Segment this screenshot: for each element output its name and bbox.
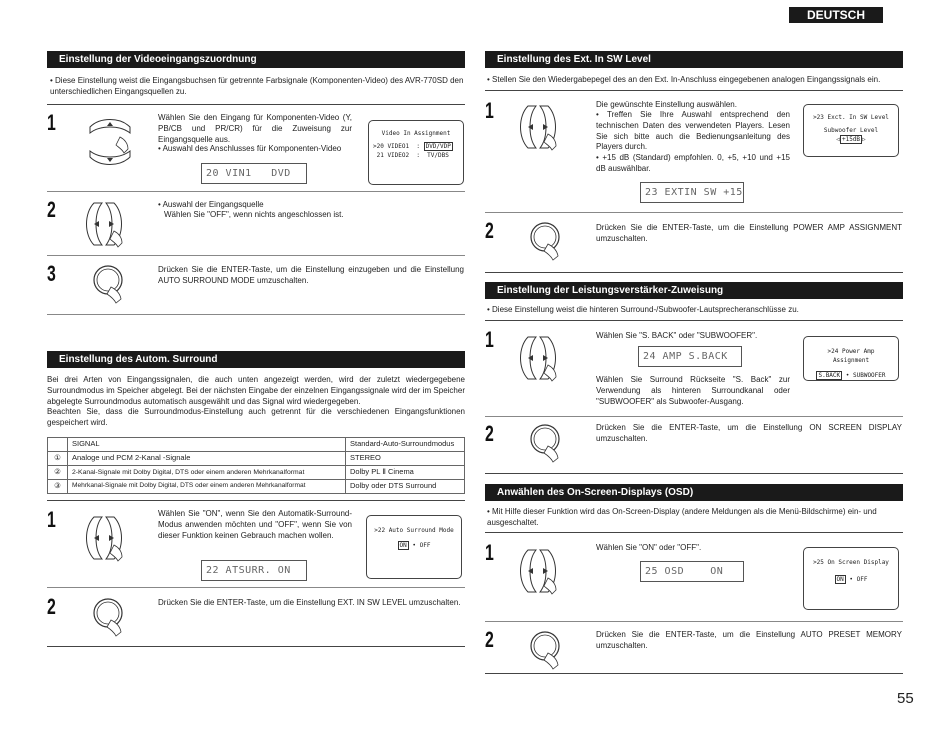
osd-screen [803, 104, 899, 157]
osd-selected-value: DVD/VDP [425, 143, 451, 150]
step-text: Wählen Sie "ON" oder "OFF". [596, 543, 702, 552]
language-tab: DEUTSCH [789, 7, 883, 23]
divider [485, 416, 903, 417]
table-cell: STEREO [346, 452, 465, 466]
table-cell: Dolby oder DTS Surround [346, 480, 465, 494]
osd-option: • OFF [845, 576, 868, 583]
osd-line: >20 VIDEO1 : [373, 143, 424, 150]
left-right-buttons-icon [80, 515, 130, 563]
step-number: 2 [485, 218, 494, 243]
divider [47, 104, 465, 105]
enter-button-icon [530, 424, 575, 469]
section-intro: • Diese Einstellung weist die hinteren Surround-/Subwoofer-Lautsprecheranschlüsse zu. [487, 305, 799, 314]
step-number: 1 [485, 540, 494, 565]
lcd-display: 20 VIN1 DVD [201, 163, 307, 184]
osd-screen [368, 120, 464, 185]
step-text: Drücken Sie die ENTER-Taste, um die Einstellung AUTO PRESET MEMORY umzuschalten. [596, 630, 902, 650]
enter-button-icon [93, 265, 138, 310]
step-text: Wählen Sie den Eingang für Komponenten-Video (Y, PB/CB und PR/CR) für die Zuweisung zur Eingangsquelle aus. [158, 113, 352, 144]
divider [47, 255, 465, 256]
divider [485, 621, 903, 622]
step-text: Drücken Sie die ENTER-Taste, um die Einstellung ON SCREEN DISPLAY umzuschalten. [596, 423, 902, 443]
osd-selected-value: ON [399, 542, 407, 549]
step-text: Wählen Sie "ON", wenn Sie den Automatik-Surround-Modus anwenden möchten und "OFF", wenn Sie von dieser Funktion keinen Gebrauch machen wollen. [158, 509, 352, 540]
step-number: 2 [47, 197, 56, 222]
step-number: 3 [47, 261, 56, 286]
left-right-buttons-icon [80, 201, 130, 249]
section-intro: Bei drei Arten von Eingangssignalen, die auch unten angezeigt werden, wird der zuletzt wiedergegebene Surroundmodus im Speicher abgelegt. Bei der nächsten Eingabe der einzelnen Eingangssignale wird der im Speicher abgelegte Surroundmodus automatisch ausgewählt und das Signal wird wiedergegeben. [47, 375, 465, 406]
lcd-display: 22 ATSURR. ON [201, 560, 307, 581]
step-bullet [596, 110, 790, 153]
enter-button-icon [530, 222, 575, 267]
lcd-display: 24 AMP S.BACK [638, 346, 742, 367]
table-row [48, 466, 465, 480]
osd-screen [803, 547, 899, 610]
divider [47, 646, 465, 647]
up-down-buttons-icon [86, 115, 136, 171]
osd-left-arrow: ◁ [836, 136, 840, 143]
section-intro: • Stellen Sie den Wiedergabepegel des an den Ext. In-Anschluss eingegebenen analogen Eingangssignals ein. [487, 75, 881, 84]
lcd-display: 23 EXTIN SW +15 [640, 182, 744, 203]
step-text: Wählen Sie "OFF", wenn nichts angeschlossen ist. [164, 210, 344, 219]
divider [485, 673, 903, 674]
step-number: 1 [485, 98, 494, 123]
table-cell: ③ [48, 480, 68, 494]
table-cell: Mehrkanal-Signale mit Dolby Digital, DTS oder einem anderen Mehrkanalformat [68, 480, 346, 494]
osd-option: • OFF [408, 542, 431, 549]
lcd-display: 25 OSD ON [640, 561, 744, 582]
enter-button-icon [93, 598, 138, 643]
step-number: 1 [47, 110, 56, 135]
step-number: 1 [47, 507, 56, 532]
table-header: SIGNAL [68, 438, 346, 452]
step-text: Drücken Sie die ENTER-Taste, um die Einstellung POWER AMP ASSIGNMENT umzuschalten. [596, 223, 902, 243]
table-row [48, 480, 465, 494]
osd-title: >23 Exct. In SW Level [813, 114, 889, 121]
table-cell: Analoge und PCM 2-Kanal -Signale [68, 452, 346, 466]
divider [485, 532, 903, 533]
osd-title: >22 Auto Surround Mode [374, 527, 454, 534]
divider [47, 587, 465, 588]
section-intro-note: Beachten Sie, dass die Surroundmodus-Einstellung auch getrennt für die verschiedenen Eingangsfunktionen gespeichert wird. [47, 407, 465, 427]
table-row [48, 452, 465, 466]
divider [47, 314, 465, 315]
page-number: 55 [897, 690, 914, 707]
osd-title: >25 On Screen Display [813, 559, 889, 566]
section-title-auto-surround: Einstellung des Autom. Surround [47, 351, 465, 368]
osd-screen [803, 336, 899, 381]
step-text: Drücken Sie die ENTER-Taste, um die Einstellung EXT. IN SW LEVEL umzuschalten. [158, 598, 461, 607]
section-title-osd: Anwählen des On-Screen-Displays (OSD) [485, 484, 903, 501]
section-title-video-input: Einstellung der Videoeingangszuordnung [47, 51, 465, 68]
step-number: 1 [485, 327, 494, 352]
left-right-buttons-icon [514, 548, 564, 596]
step-bullet [596, 153, 790, 175]
divider [485, 473, 903, 474]
table-header [48, 438, 68, 452]
step-lead: Die gewünschte Einstellung auswählen. [596, 100, 737, 109]
enter-button-icon [530, 631, 575, 676]
step-bullet: • Auswahl der Eingangsquelle [158, 200, 264, 209]
table-cell: Dolby PL Ⅱ Cinema [346, 466, 465, 480]
step-number: 2 [47, 594, 56, 619]
divider [485, 212, 903, 213]
osd-title: Video In Assignment [381, 130, 451, 137]
table-cell: ② [48, 466, 68, 480]
step-bullet: • Auswahl des Anschlusses für Komponenten-Video [158, 144, 342, 153]
step-text: Wählen Sie "S. BACK" oder "SUBWOOFER". [596, 331, 758, 340]
osd-title: >24 Power Amp Assignment [827, 348, 875, 364]
osd-selected-value: +15dB [841, 136, 861, 143]
section-title-power-amp: Einstellung der Leistungsverstärker-Zuweisung [485, 282, 903, 299]
osd-line: Subwoofer Level [823, 127, 879, 134]
table-cell: ① [48, 452, 68, 466]
step-text-detail: Wählen Sie Surround Rückseite "S. Back" zur Verwendung als hinteren Surroundkanal oder "SUBWOOFER" als Subwoofer-Ausgang. [596, 375, 790, 406]
left-right-buttons-icon [514, 104, 564, 152]
osd-selected-value: S.BACK [818, 372, 841, 379]
osd-right-arrow: ▷ [862, 136, 866, 143]
divider [47, 500, 465, 501]
step-number: 2 [485, 421, 494, 446]
table-header: Standard-Auto-Surroundmodus [346, 438, 465, 452]
left-right-buttons-icon [514, 335, 564, 383]
section-intro: • Mit Hilfe dieser Funktion wird das On-Screen-Display (andere Meldungen als die Menü-Bildschirme) ein- und ausgeschaltet. [487, 507, 877, 527]
step-bullet-text: Treffen Sie Ihre Auswahl entsprechend den technischen Daten des verwendeten Players. Lesen Sie sich bitte auch die Bedienungsanleitung des Players durch. [596, 110, 790, 152]
table-header-row [48, 438, 465, 452]
divider [485, 320, 903, 321]
divider [47, 191, 465, 192]
divider [485, 90, 903, 91]
osd-line: 21 VIDEO2 : TV/DBS [373, 152, 449, 159]
section-title-ext-in-sw: Einstellung des Ext. In SW Level [485, 51, 903, 68]
signal-table [47, 437, 465, 494]
divider [485, 272, 903, 273]
section-intro: • Diese Einstellung weist die Eingangsbuchsen für getrennte Farbsignale (Komponenten-Video) des AVR-770SD den unterschiedlichen Eingangsquellen zu. [50, 76, 464, 96]
step-text: Drücken Sie die ENTER-Taste, um die Einstellung einzugeben und die Einstellung AUTO SURROUND MODE umzuschalten. [158, 265, 464, 285]
osd-option: • SUBWOOFER [842, 372, 886, 379]
step-bullet-text: +15 dB (Standard) empfohlen. 0, +5, +10 und +15 dB auswählbar. [596, 153, 790, 173]
step-number: 2 [485, 627, 494, 652]
osd-screen [366, 515, 462, 579]
osd-selected-value: ON [836, 576, 844, 583]
table-cell: 2-Kanal-Signale mit Dolby Digital, DTS oder einem anderen Mehrkanalformat [68, 466, 346, 480]
